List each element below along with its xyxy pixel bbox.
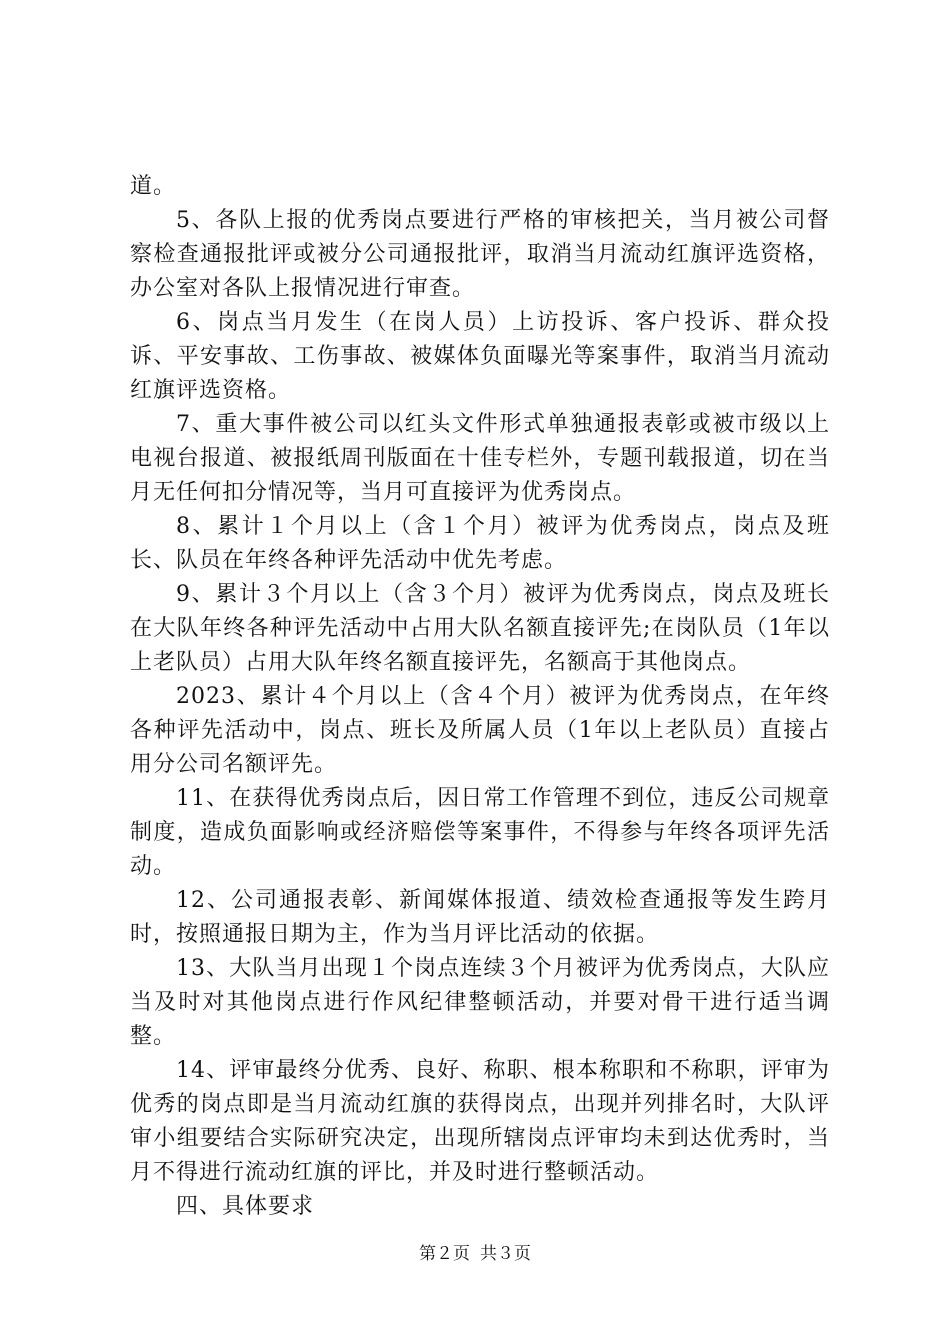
paragraph-item-5: 5、各队上报的优秀岗点要进行严格的审核把关，当月被公司督察检查通报批评或被分公司通报批评，取消当月流动红旗评选资格，办公室对各队上报情况进行审查。	[130, 208, 830, 301]
paragraph-continuation: 道。	[130, 174, 177, 199]
paragraph-item-8: 8、累计１个月以上（含１个月）被评为优秀岗点，岗点及班长、队员在年终各种评先活动中优先考虑。	[130, 514, 830, 573]
paragraph-item-11: 11、在获得优秀岗点后，因日常工作管理不到位，违反公司规章制度，造成负面影响或经济赔偿等案事件，不得参与年终各项评先活动。	[130, 786, 830, 879]
page-footer	[0, 1243, 950, 1265]
paragraph-item-14: 14、评审最终分优秀、良好、称职、根本称职和不称职，评审为优秀的岗点即是当月流动红旗的获得岗点，出现并列排名时，大队评审小组要结合实际研究决定，出现所辖岗点评审均未到达优秀时，当月不得进行流动红旗的评比，并及时进行整顿活动。	[130, 1058, 830, 1185]
paragraph-item-9: 9、累计３个月以上（含３个月）被评为优秀岗点，岗点及班长在大队年终各种评先活动中占用大队名额直接评先;在岗队员（1年以上老队员）占用大队年终名额直接评先，名额高于其他岗点。	[130, 582, 830, 675]
section-heading: 四、具体要求	[176, 1194, 315, 1219]
page-number: 第２页	[419, 1244, 470, 1264]
paragraph-item-6: 6、岗点当月发生（在岗人员）上访投诉、客户投诉、群众投诉、平安事故、工伤事故、被媒体负面曝光等案事件，取消当月流动红旗评选资格。	[130, 310, 830, 403]
paragraph-item-7: 7、重大事件被公司以红头文件形式单独通报表彰或被市级以上电视台报道、被报纸周刊版面在十佳专栏外，专题刊载报道，切在当月无任何扣分情况等，当月可直接评为优秀岗点。	[130, 412, 830, 505]
paragraph-item-10: 2023、累计４个月以上（含４个月）被评为优秀岗点，在年终各种评先活动中，岗点、班长及所属人员（1年以上老队员）直接占用分公司名额评先。	[130, 684, 830, 777]
paragraph-item-13: 13、大队当月出现１个岗点连续３个月被评为优秀岗点，大队应当及时对其他岗点进行作风纪律整顿活动，并要对骨干进行适当调整。	[130, 956, 830, 1049]
paragraph-item-12: 12、公司通报表彰、新闻媒体报道、绩效检查通报等发生跨月时，按照通报日期为主，作为当月评比活动的依据。	[130, 888, 830, 947]
document-body	[130, 170, 830, 1224]
page-total: 共３页	[480, 1244, 531, 1264]
